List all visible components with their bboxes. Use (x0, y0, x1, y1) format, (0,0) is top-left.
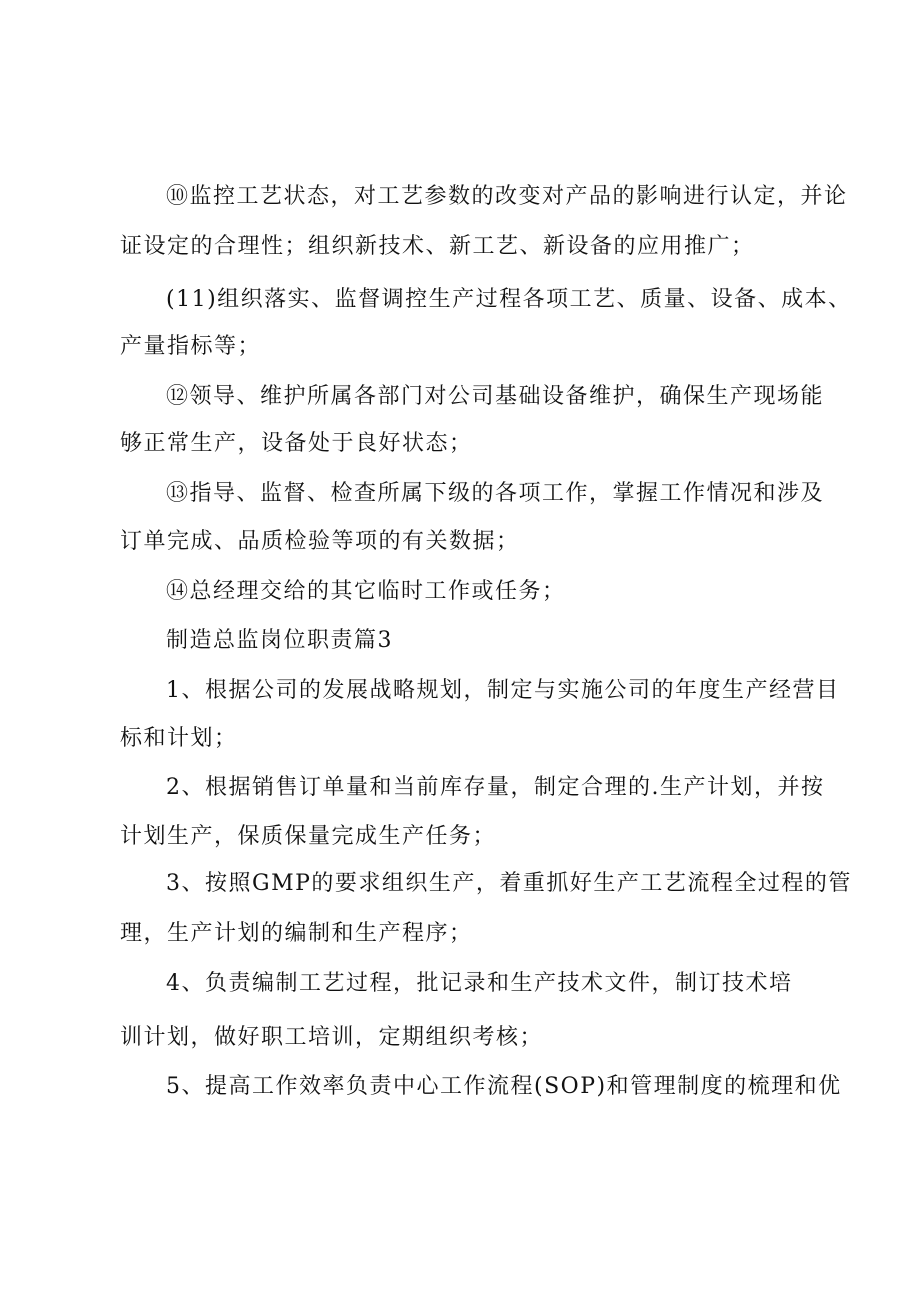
section-title: 制造总监岗位职责篇3 (166, 628, 393, 653)
paragraph-13-line-1: ⑬指导、监督、检查所属下级的各项工作，掌握工作情况和涉及 (166, 481, 825, 506)
paragraph-13-line-2: 订单完成、品质检验等项的有关数据； (120, 529, 520, 554)
item-3-line-1: 3、按照GMP的要求组织生产，着重抓好生产工艺流程全过程的管 (166, 871, 852, 896)
item-2-line-1: 2、根据销售订单量和当前库存量，制定合理的.生产计划，并按 (166, 775, 825, 800)
item-2-line-2: 计划生产，保质保量完成生产任务； (120, 824, 497, 849)
item-3-line-2: 理，生产计划的编制和生产程序； (120, 921, 473, 946)
paragraph-12-line-2: 够正常生产，设备处于良好状态； (120, 431, 473, 456)
paragraph-12-line-1: ⑫领导、维护所属各部门对公司基础设备维护，确保生产现场能 (166, 384, 825, 409)
item-4-line-2: 训计划，做好职工培训，定期组织考核； (120, 1025, 544, 1050)
item-1-line-2: 标和计划； (120, 726, 238, 751)
paragraph-10-line-2: 证设定的合理性；组织新技术、新工艺、新设备的应用推广； (120, 234, 755, 259)
paragraph-10-line-1: ⑩监控工艺状态，对工艺参数的改变对产品的影响进行认定，并论 (166, 184, 848, 209)
item-4-line-1: 4、负责编制工艺过程，批记录和生产技术文件，制订技术培 (166, 971, 793, 996)
item-5-line-1: 5、提高工作效率负责中心工作流程(SOP)和管理制度的梳理和优 (166, 1074, 842, 1099)
paragraph-14-line-1: ⑭总经理交给的其它临时工作或任务； (166, 579, 566, 604)
item-1-line-1: 1、根据公司的发展战略规划，制定与实施公司的年度生产经营目 (166, 678, 840, 703)
paragraph-11-line-2: 产量指标等； (120, 334, 262, 359)
paragraph-11-line-1: (11)组织落实、监督调控生产过程各项工艺、质量、设备、成本、 (166, 287, 852, 312)
